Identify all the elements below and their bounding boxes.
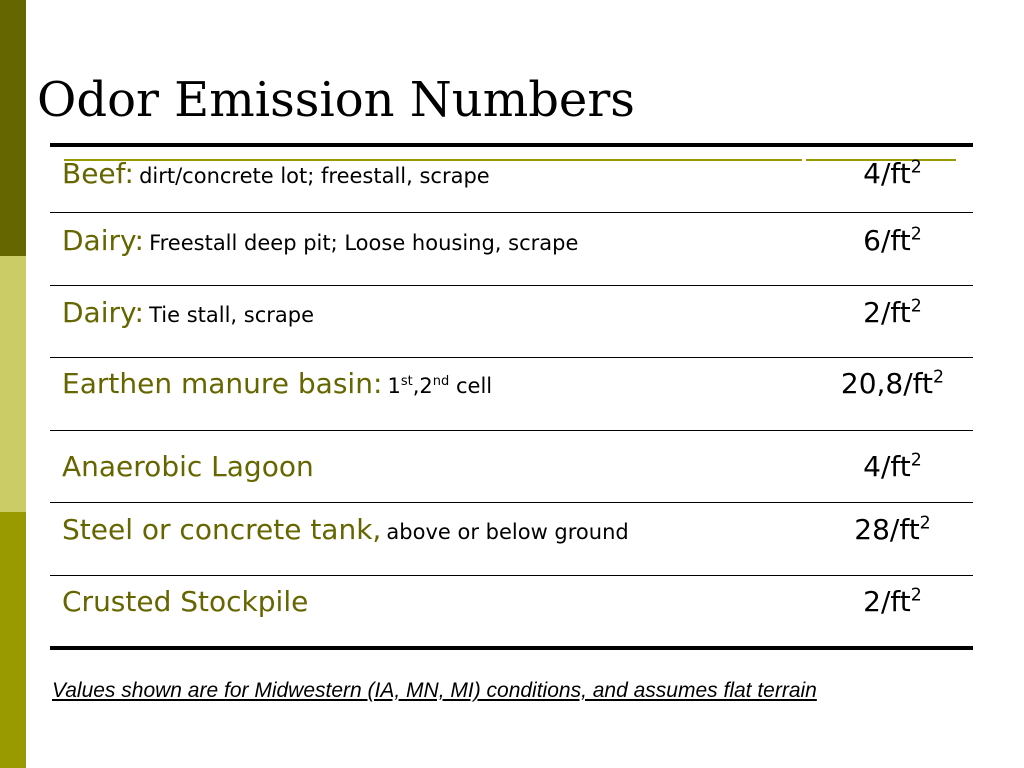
row-value: $4/ft^2$ <box>863 450 922 483</box>
row-category: Anaerobic Lagoon <box>62 450 314 483</box>
row-category: Beef: <box>62 157 134 190</box>
row-value: $4/ft^2$ <box>863 157 922 190</box>
row-label <box>62 450 314 483</box>
table-top-rule <box>50 143 973 147</box>
row-label <box>62 513 629 546</box>
row-detail: 1st,2nd cell <box>387 374 493 398</box>
row-category: Dairy: <box>62 296 144 329</box>
row-divider <box>50 357 973 358</box>
sidebar-light-stripe <box>0 256 26 512</box>
row-value: $20,8/ft^2$ <box>840 367 945 400</box>
row-divider <box>50 212 973 213</box>
slide-title: Odor Emission Numbers <box>37 72 635 128</box>
row-divider <box>50 502 973 503</box>
row-value: $28/ft^2$ <box>854 513 931 546</box>
row-label <box>62 224 578 257</box>
row-label <box>62 296 314 329</box>
row-value: $2/ft^2$ <box>863 296 922 329</box>
footnote: Values shown are for Midwestern (IA, MN, MI) conditions, and assumes flat terrain <box>52 679 817 702</box>
sidebar-dark-stripe <box>0 0 26 256</box>
row-label <box>62 367 492 400</box>
row-value: $6/ft^2$ <box>863 224 922 257</box>
sidebar-olive-stripe <box>0 512 26 768</box>
row-label <box>62 585 308 618</box>
row-detail: above or below ground <box>386 520 629 544</box>
row-value: $2/ft^2$ <box>863 585 922 618</box>
table-bottom-rule <box>50 646 973 650</box>
row-label <box>62 157 490 190</box>
row-category: Earthen manure basin: <box>62 367 383 400</box>
row-category: Dairy: <box>62 224 144 257</box>
row-category: Steel or concrete tank, <box>62 513 382 546</box>
row-divider <box>50 575 973 576</box>
row-category: Crusted Stockpile <box>62 585 309 618</box>
row-divider <box>50 285 973 286</box>
row-detail: Tie stall, scrape <box>149 303 314 327</box>
row-detail: dirt/concrete lot; freestall, scrape <box>139 164 490 188</box>
row-divider <box>50 430 973 431</box>
row-detail: Freestall deep pit; Loose housing, scrape <box>149 231 579 255</box>
